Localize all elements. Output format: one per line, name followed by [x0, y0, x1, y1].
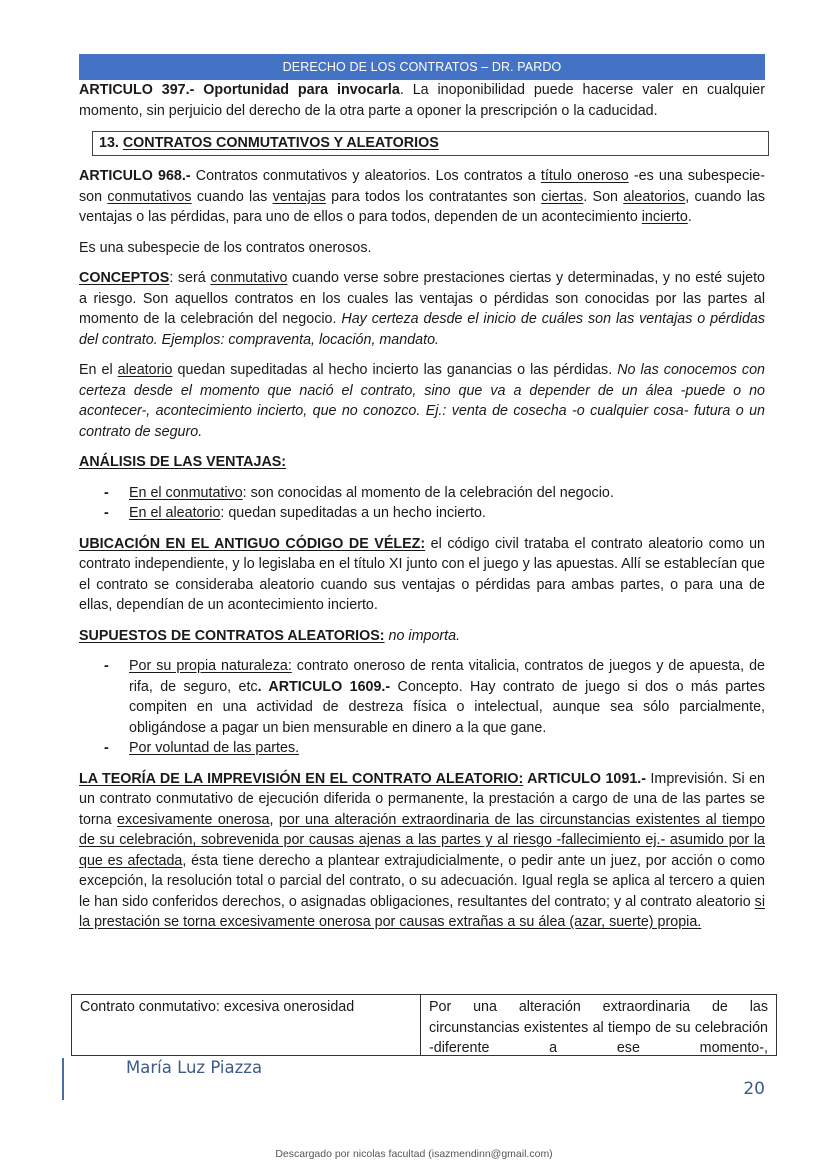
list-item: - En el conmutativo: son conocidas al momento de la celebración del negocio.: [79, 483, 765, 504]
download-notice: Descargado por nicolas facultad (isazmendinn@gmail.com): [275, 1148, 553, 1160]
table-cell-col2: Por una alteración extraordinaria de las circunstancias existentes al tiempo de su celebración -diferente a ese momento-,: [429, 999, 768, 1056]
dash-bullet-icon: -: [104, 658, 109, 674]
section-title: CONTRATOS CONMUTATIVOS Y ALEATORIOS: [122, 135, 439, 151]
page-header: [79, 54, 765, 80]
footer-divider: [62, 1058, 64, 1100]
article-968: ARTICULO 968.- Contratos conmutativos y aleatorios. Los contratos a título oneroso -es una subespecie- son conmutativos cuando las ventajas para todos los contratantes son ciertas. Son aleatorios, cuando las ventajas o las pérdidas, para uno de ellos o para todos, dependen de un acontecimiento incierto.: [79, 168, 765, 225]
document-body: [79, 80, 765, 943]
ubicacion-paragraph: UBICACIÓN EN EL ANTIGUO CÓDIGO DE VÉLEZ: el código civil trataba el contrato aleatorio como un contrato independiente, y lo legislaba en el título XI junto con el juego y las apuestas. Allí se establecían que el contrato se consideraba aleatorio cuando sus ventajas o pérdidas para ambas partes, o para una de ellas, dependían de un acontecimiento incierto.: [79, 535, 765, 613]
teoria-paragraph: LA TEORÍA DE LA IMPREVISIÓN EN EL CONTRATO ALEATORIO: ARTICULO 1091.- Imprevisión. Si en un contrato conmutativo de ejecución diferida o permanente, la prestación a cargo de una de las partes se torna excesivamente onerosa, por una alteración extraordinaria de las circunstancias existentes al tiempo de su celebración, sobrevenida por causas ajenas a las partes y al riesgo -fallecimiento ej.- asumido por la que es afectada, ésta tiene derecho a plantear extrajudicialmente, o pedir ante un juez, por acción o como excepción, la resolución total o parcial del contrato, o su adecuación. Igual regla se aplica al tercero a quien le han sido conferidos derechos, o asignadas obligaciones, resultantes del contrato; y al contrato aleatorio si la prestación se torna excesivamente onerosa por causas extrañas a su álea (azar, suerte) propia.: [79, 770, 766, 930]
analisis-heading: ANÁLISIS DE LAS VENTAJAS:: [79, 454, 287, 470]
header-title: DERECHO DE LOS CONTRATOS – DR. PARDO: [282, 60, 562, 74]
section-heading: 13. CONTRATOS CONMUTATIVOS Y ALEATORIOS: [92, 131, 769, 156]
supuestos-heading: SUPUESTOS DE CONTRATOS ALEATORIOS: no importa.: [79, 627, 461, 644]
analisis-list: [79, 483, 765, 524]
dash-bullet-icon: -: [104, 484, 109, 501]
conceptos-paragraph: CONCEPTOS: será conmutativo cuando verse sobre prestaciones ciertas y determinadas, y no esté sujeto a riesgo. Son aquellos contratos en los cuales las ventajas o pérdidas son conocidas por las partes al momento de la celebración del negocio. Hay certeza desde el inicio de cuáles son las ventajas o pérdidas del contrato. Ejemplos: compraventa, locación, mandato.: [79, 270, 766, 348]
list-item: - En el aleatorio: quedan supeditadas a un hecho incierto.: [79, 503, 765, 524]
subespecie-paragraph: Es una subespecie de los contratos onerosos.: [79, 239, 372, 256]
supuestos-list: [79, 656, 765, 759]
page-number: 20: [743, 1079, 765, 1099]
footer-author: María Luz Piazza: [126, 1058, 263, 1077]
dash-bullet-icon: -: [104, 740, 109, 756]
article-397-label: ARTICULO 397.- Oportunidad para invocarla: [79, 82, 400, 98]
aleatorio-paragraph: En el aleatorio quedan supeditadas al hecho incierto las ganancias o las pérdidas. No las conocemos con certeza desde el momento que nació el contrato, sino que va a depender de un álea -puede o no acontecer-, acontecimiento incierto, que no conozco. Ej.: venta de cosecha -o cualquier cosa- futura o un contrato de seguro.: [79, 362, 765, 440]
table-cell-col1: Contrato conmutativo: excesiva onerosidad: [72, 995, 421, 1055]
list-item: - Por voluntad de las partes.: [79, 738, 765, 759]
comparison-table: [71, 994, 777, 1056]
dash-bullet-icon: -: [104, 505, 109, 521]
list-item: - Por su propia naturaleza: contrato oneroso de renta vitalicia, contratos de juegos y de apuesta, de rifa, de seguro, etc. ARTICULO 1609.- Concepto. Hay contrato de juego si dos o más partes compiten en una actividad de destreza física o intelectual, aunque sea sólo parcialmente, obligándose a pagar un bien mensurable en dinero a la que gane.: [104, 658, 765, 736]
article-397: ARTICULO 397.- Oportunidad para invocarla. La inoponibilidad puede hacerse valer en cualquier momento, sin perjuicio del derecho de la otra parte a oponer la prescripción o la caducidad.: [79, 82, 765, 119]
